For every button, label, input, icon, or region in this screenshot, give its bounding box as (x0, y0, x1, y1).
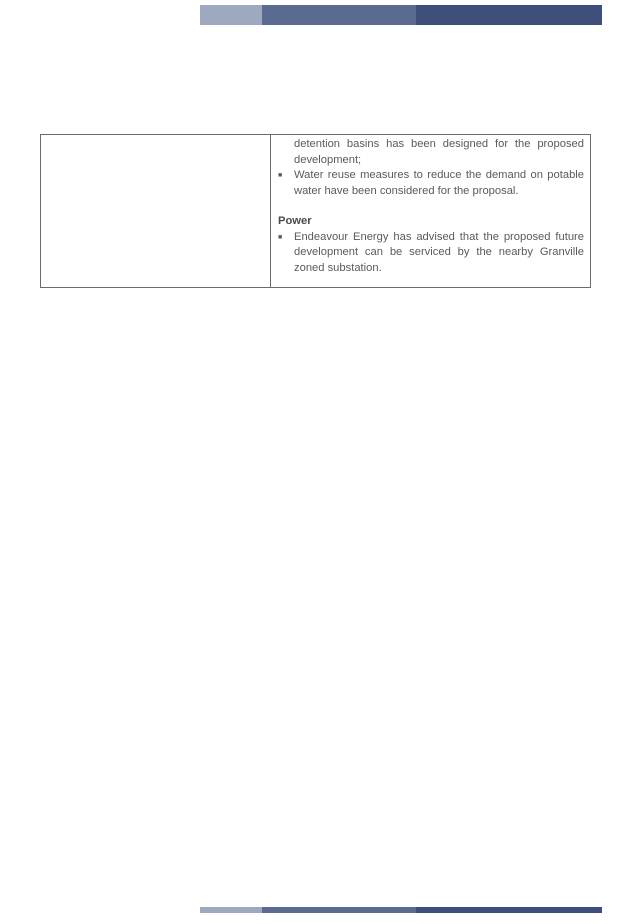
table-right-cell (271, 135, 590, 287)
header-color-band (200, 5, 602, 25)
list-item-text: Water reuse measures to reduce the demand on potable water have been considered for the proposal. (294, 169, 584, 197)
footer-band-segment-light (200, 907, 262, 913)
header-band-segment-mid (262, 5, 416, 25)
list-item-text: Endeavour Energy has advised that the proposed future development can be serviced by the nearby Granville zoned substation. (294, 230, 584, 274)
bullet-icon: ■ (278, 233, 283, 241)
content-table (40, 134, 591, 288)
header-band-segment-dark (416, 5, 602, 25)
section-heading-power: Power (278, 215, 312, 227)
footer-color-band (200, 907, 602, 913)
footer-band-segment-mid (262, 907, 416, 913)
bullet-icon: ■ (278, 172, 283, 179)
header-band-segment-light (200, 5, 262, 25)
table-left-cell (41, 135, 271, 287)
list-item-continued (278, 137, 584, 168)
list-item-text: detention basins has been designed for the proposed development; (294, 138, 584, 166)
list-item-endeavour-energy (278, 230, 584, 277)
list-item-water-reuse (278, 168, 584, 199)
footer-band-segment-dark (416, 907, 602, 913)
